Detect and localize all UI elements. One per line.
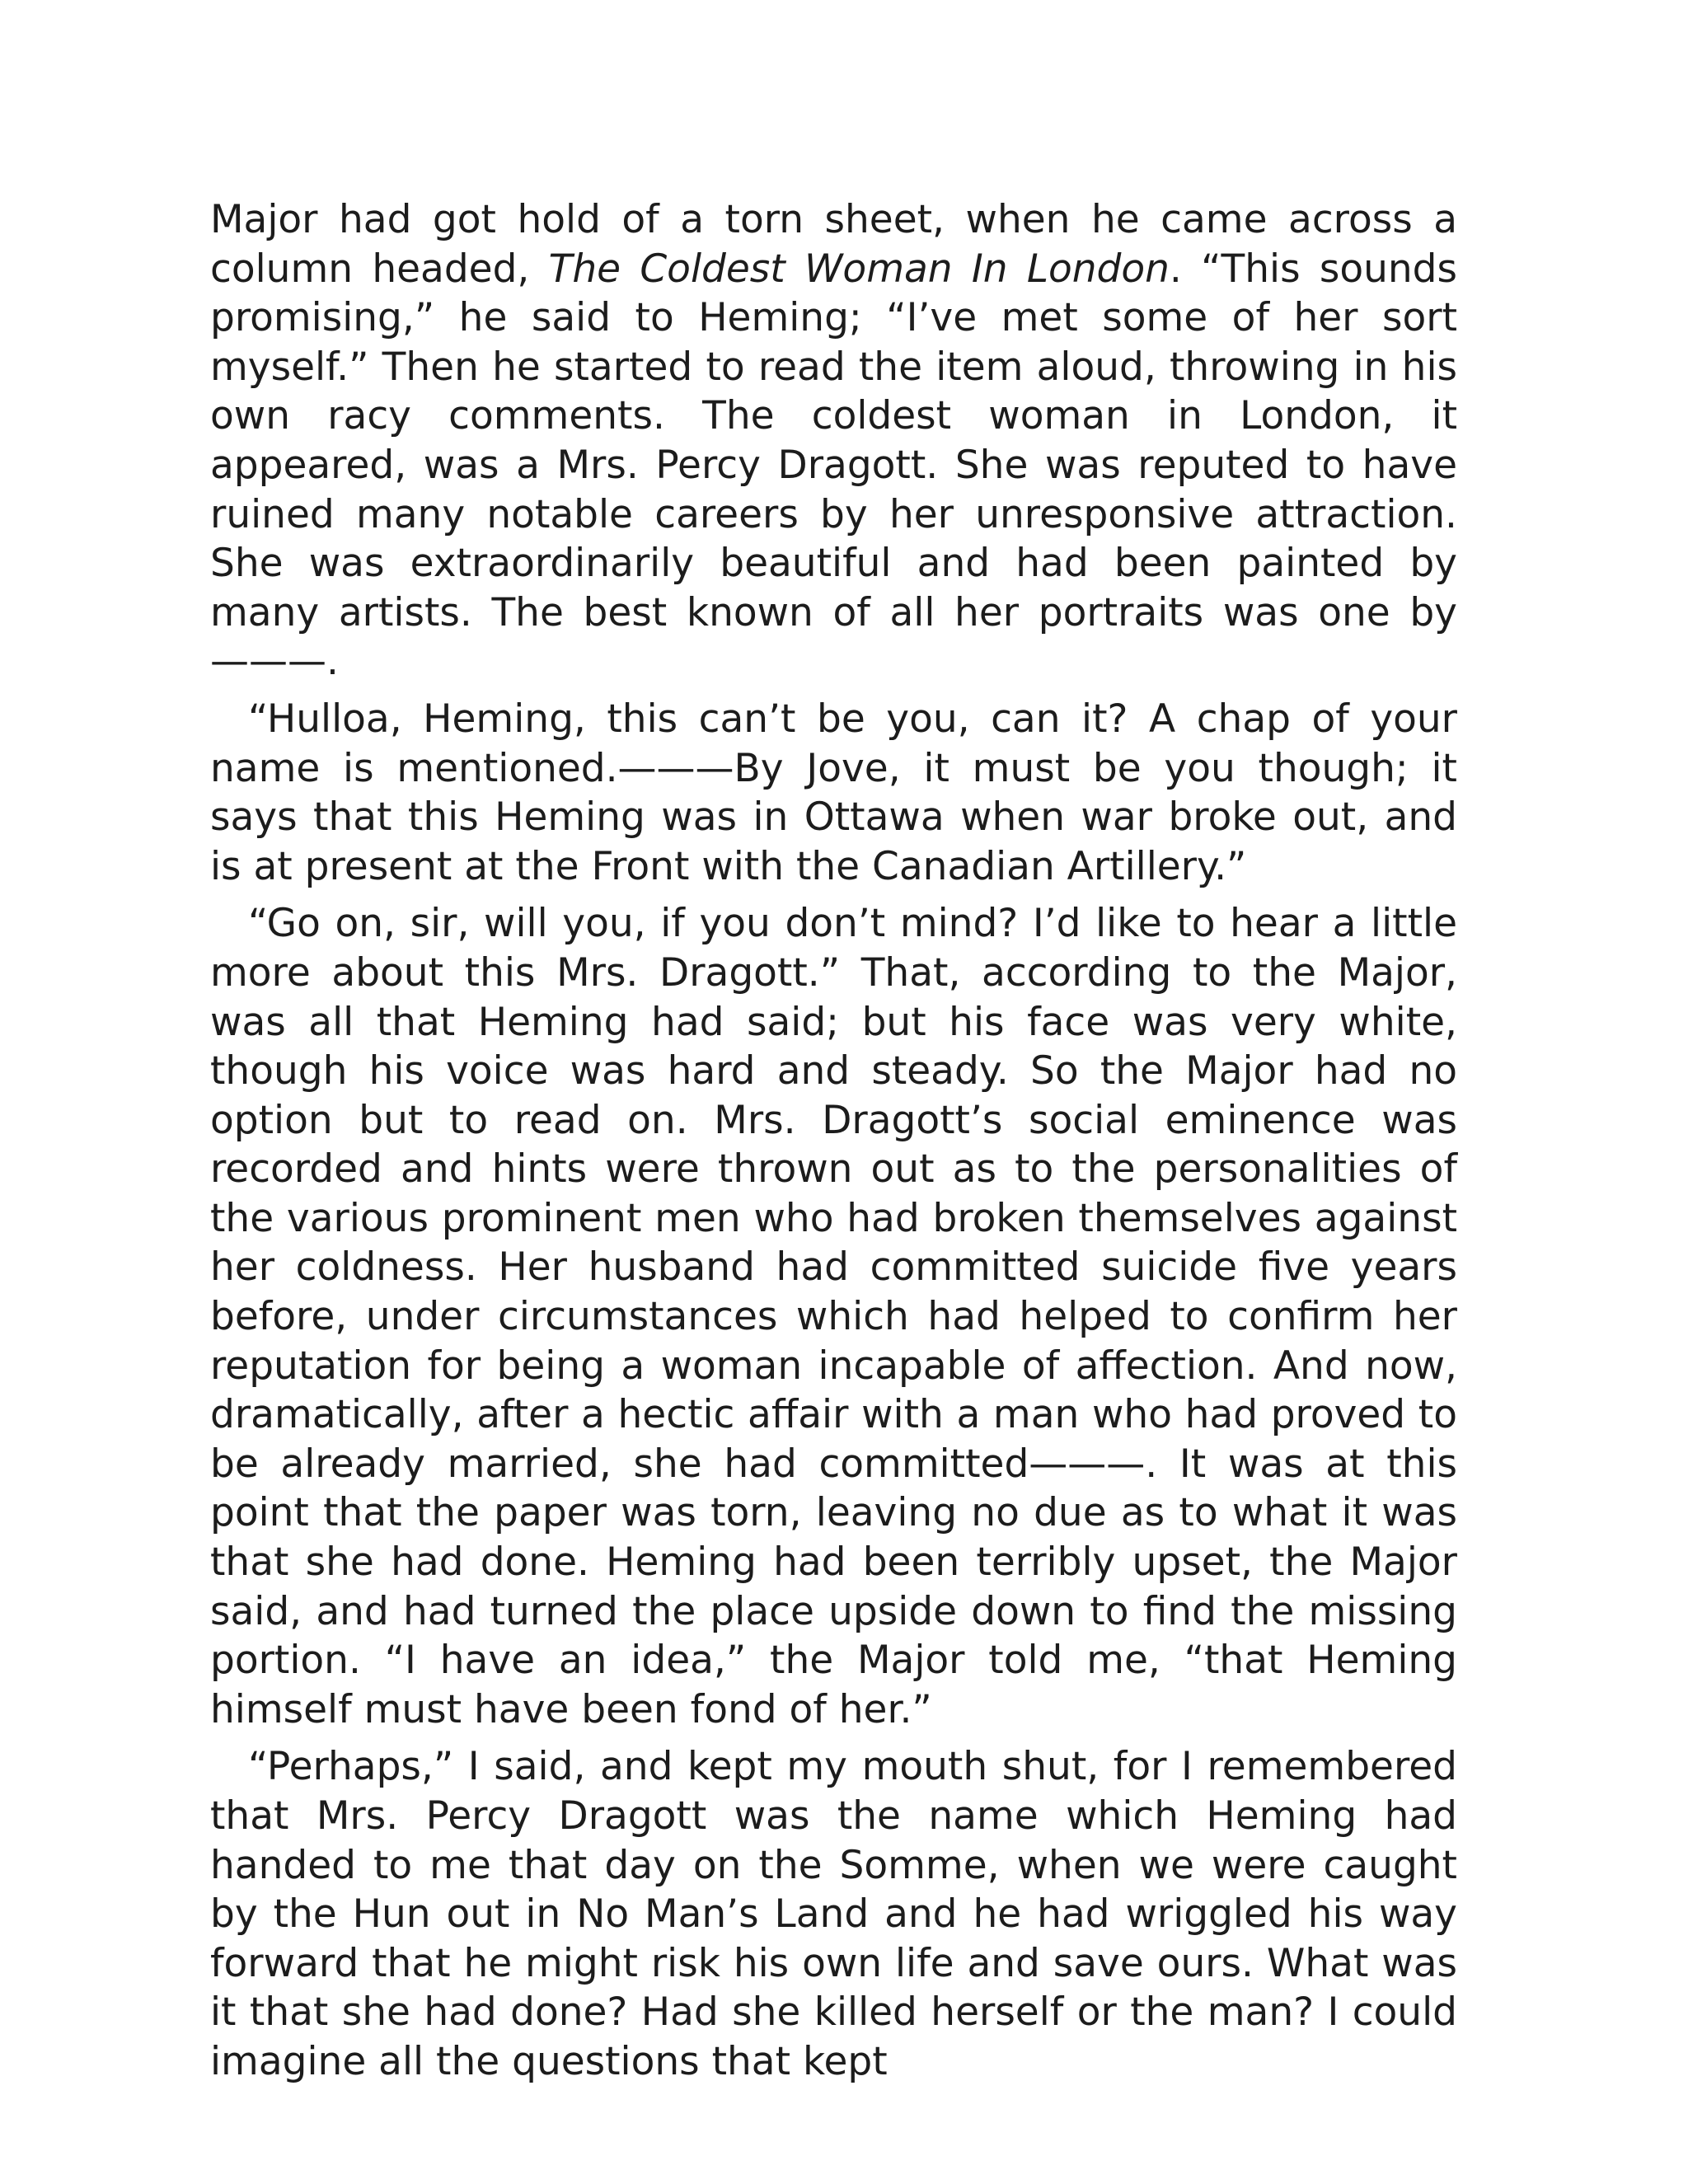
paragraph-1 [210, 195, 1457, 687]
paragraph-2: “Hulloa, Heming, this can’t be you, can it? A chap of your name is mentioned.———By Jove, it must be you though; it says that this Heming was in Ottawa when war broke out, and is at present at the Front with the Canadian Artillery.” [210, 696, 1457, 889]
paragraph-1-lead: Major had got hold of a torn sheet, when he came across a column headed, [210, 197, 1457, 292]
paragraph-3: “Go on, sir, will you, if you don’t mind? I’d like to hear a little more about this Mrs. Dragott.” That, according to the Major, was all that Heming had said; but his face was very white, though his voice was hard and steady. So the Major had no option but to read on. Mrs. Dragott’s social eminence was recorded and hints were thrown out as to the personalities of the various prominent men who had broken themselves against her coldness. Her husband had committed suicide five years before, under circumstances which had helped to confirm her reputation for being a woman incapable of affection. And now, dramatically, after a hectic affair with a man who had proved to be already married, she had committed———. It was at this point that the paper was torn, leaving no due as to what it was that she had done. Heming had been terribly upset, the Major said, and had turned the place upside down to find the missing portion. “I have an idea,” the Major told me, “that Heming himself must have been fond of her.” [210, 901, 1457, 1732]
paragraph-4: “Perhaps,” I said, and kept my mouth shut, for I remembered that Mrs. Percy Dragott was the name which Heming had handed to me that day on the Somme, when we were caught by the Hun out in No Man’s Land and he had wriggled his way forward that he might risk his own life and save ours. What was it that she had done? Had she killed herself or the man? I could imagine all the questions that kept [210, 1744, 1457, 2084]
paragraph-1-rest: . “This sounds promising,” he said to Heming; “I’ve met some of her sort myself.” Then he started to read the item aloud, throwing in his own racy comments. The coldest woman in London, it appeared, was a Mrs. Percy Dragott. She was reputed to have ruined many notable careers by her unresponsive attraction. She was extraordinarily beautiful and had been painted by many artists. The best known of all her portraits was one by———. [210, 246, 1457, 685]
page-body [210, 195, 1457, 2087]
newspaper-headline: The Coldest Woman In London [548, 246, 1170, 292]
